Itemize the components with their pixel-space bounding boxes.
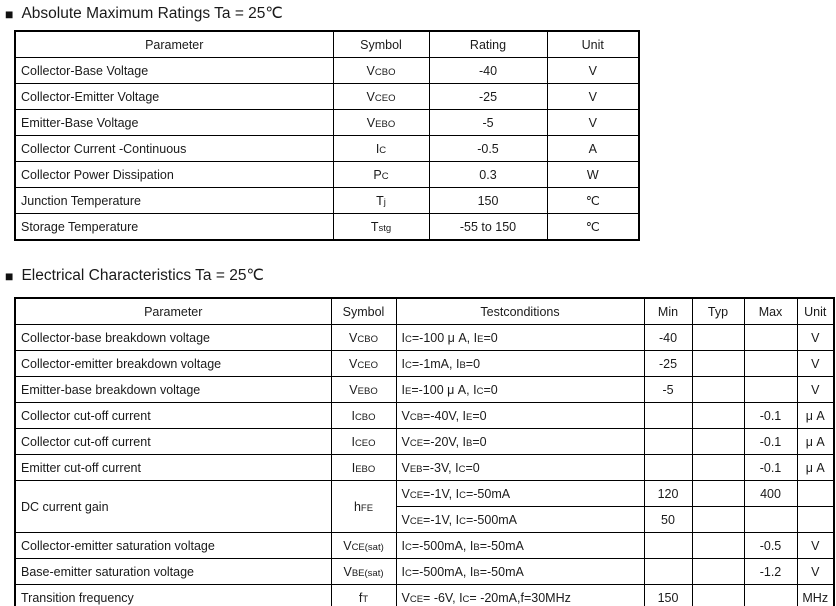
cell-cond: IC=-500mA, IB=-50mA [396, 533, 644, 559]
table-row [15, 481, 834, 507]
cell-param: Collector-Emitter Voltage [15, 84, 333, 110]
cell-param: Collector Power Dissipation [15, 162, 333, 188]
table-row [15, 377, 834, 403]
table-row [15, 162, 639, 188]
bullet-square-icon: ■ [5, 267, 14, 284]
table-row [15, 214, 639, 241]
cell-unit: μ A [797, 403, 834, 429]
cell-unit [797, 507, 834, 533]
table-header-row [15, 31, 639, 58]
table-row [15, 58, 639, 84]
bullet-square-icon: ■ [5, 5, 14, 22]
column-header-unit: Unit [797, 298, 834, 325]
cell-param: Emitter-base breakdown voltage [15, 377, 331, 403]
cell-min [644, 533, 692, 559]
cell-min: -25 [644, 351, 692, 377]
cell-symbol: Tj [333, 188, 429, 214]
cell-typ [692, 403, 744, 429]
section-title-absolute-maximum-ratings [5, 4, 283, 23]
column-header-rating: Rating [429, 31, 547, 58]
cell-rating: -40 [429, 58, 547, 84]
cell-min: -40 [644, 325, 692, 351]
cell-unit: V [797, 351, 834, 377]
cell-unit [797, 481, 834, 507]
cell-typ [692, 559, 744, 585]
cell-symbol: VCE(sat) [331, 533, 396, 559]
cell-param: Emitter cut-off current [15, 455, 331, 481]
column-header-param: Parameter [15, 31, 333, 58]
cell-min [644, 559, 692, 585]
cell-min [644, 455, 692, 481]
cell-symbol: VCBO [333, 58, 429, 84]
table-row [15, 188, 639, 214]
cell-symbol: VBE(sat) [331, 559, 396, 585]
cell-symbol: PC [333, 162, 429, 188]
cell-param: Collector Current -Continuous [15, 136, 333, 162]
cell-symbol: VCBO [331, 325, 396, 351]
cell-min: 50 [644, 507, 692, 533]
cell-param: Junction Temperature [15, 188, 333, 214]
cell-unit: MHz [797, 585, 834, 606]
table-row [15, 429, 834, 455]
cell-min: -5 [644, 377, 692, 403]
table-row [15, 585, 834, 606]
cell-max [744, 507, 797, 533]
cell-max [744, 351, 797, 377]
cell-max [744, 325, 797, 351]
electrical-characteristics-table [14, 297, 835, 606]
cell-max: -1.2 [744, 559, 797, 585]
cell-unit: ℃ [547, 188, 639, 214]
cell-param: Collector-emitter breakdown voltage [15, 351, 331, 377]
cell-cond: VCE=-20V, IB=0 [396, 429, 644, 455]
table-header-row [15, 298, 834, 325]
cell-param: Collector cut-off current [15, 429, 331, 455]
cell-typ [692, 585, 744, 606]
cell-symbol: IC [333, 136, 429, 162]
section-title-electrical-characteristics [5, 266, 264, 285]
column-header-symbol: Symbol [331, 298, 396, 325]
section-title-text: Electrical Characteristics Ta = 25℃ [21, 267, 264, 284]
cell-param: Emitter-Base Voltage [15, 110, 333, 136]
table-row [15, 455, 834, 481]
cell-param: Storage Temperature [15, 214, 333, 241]
cell-unit: V [797, 559, 834, 585]
column-header-param: Parameter [15, 298, 331, 325]
cell-param: Collector-Base Voltage [15, 58, 333, 84]
cell-unit: V [797, 325, 834, 351]
column-header-min: Min [644, 298, 692, 325]
cell-symbol: ICEO [331, 429, 396, 455]
cell-unit: V [797, 377, 834, 403]
column-header-cond: Testconditions [396, 298, 644, 325]
cell-typ [692, 455, 744, 481]
cell-rating: -25 [429, 84, 547, 110]
table-row [15, 84, 639, 110]
cell-rating: 0.3 [429, 162, 547, 188]
cell-cond: IC=-500mA, IB=-50mA [396, 559, 644, 585]
cell-unit: μ A [797, 455, 834, 481]
table-row [15, 136, 639, 162]
column-header-typ: Typ [692, 298, 744, 325]
table-row [15, 533, 834, 559]
cell-max: -0.5 [744, 533, 797, 559]
cell-symbol: VEBO [333, 110, 429, 136]
cell-typ [692, 377, 744, 403]
cell-unit: μ A [797, 429, 834, 455]
cell-min: 150 [644, 585, 692, 606]
section-title-text: Absolute Maximum Ratings Ta = 25℃ [21, 5, 283, 22]
cell-symbol: hFE [331, 481, 396, 533]
cell-param: Transition frequency [15, 585, 331, 606]
cell-symbol: Tstg [333, 214, 429, 241]
cell-param: DC current gain [15, 481, 331, 533]
table-row [15, 403, 834, 429]
cell-cond: VCE=-1V, IC=-500mA [396, 507, 644, 533]
cell-cond: IE=-100 μ A, IC=0 [396, 377, 644, 403]
cell-param: Collector-base breakdown voltage [15, 325, 331, 351]
cell-max: 400 [744, 481, 797, 507]
cell-param: Collector-emitter saturation voltage [15, 533, 331, 559]
cell-param: Collector cut-off current [15, 403, 331, 429]
cell-unit: V [797, 533, 834, 559]
cell-symbol: fT [331, 585, 396, 606]
cell-cond: IC=-100 μ A, IE=0 [396, 325, 644, 351]
cell-cond: VEB=-3V, IC=0 [396, 455, 644, 481]
cell-cond: VCB=-40V, IE=0 [396, 403, 644, 429]
cell-typ [692, 351, 744, 377]
cell-unit: A [547, 136, 639, 162]
cell-typ [692, 325, 744, 351]
cell-symbol: IEBO [331, 455, 396, 481]
cell-typ [692, 429, 744, 455]
cell-rating: -5 [429, 110, 547, 136]
cell-rating: -55 to 150 [429, 214, 547, 241]
cell-param: Base-emitter saturation voltage [15, 559, 331, 585]
table-row [15, 559, 834, 585]
cell-max: -0.1 [744, 429, 797, 455]
cell-rating: 150 [429, 188, 547, 214]
cell-cond: VCE= -6V, IC= -20mA,f=30MHz [396, 585, 644, 606]
column-header-symbol: Symbol [333, 31, 429, 58]
cell-rating: -0.5 [429, 136, 547, 162]
cell-max: -0.1 [744, 403, 797, 429]
cell-typ [692, 481, 744, 507]
absolute-maximum-ratings-table [14, 30, 640, 241]
cell-cond: IC=-1mA, IB=0 [396, 351, 644, 377]
table-row [15, 110, 639, 136]
cell-min [644, 429, 692, 455]
table-row [15, 351, 834, 377]
cell-unit: V [547, 58, 639, 84]
cell-max [744, 377, 797, 403]
cell-symbol: VCEO [331, 351, 396, 377]
cell-unit: V [547, 110, 639, 136]
cell-unit: V [547, 84, 639, 110]
cell-typ [692, 533, 744, 559]
cell-min [644, 403, 692, 429]
cell-max: -0.1 [744, 455, 797, 481]
cell-unit: ℃ [547, 214, 639, 241]
table-row [15, 325, 834, 351]
cell-symbol: VCEO [333, 84, 429, 110]
column-header-max: Max [744, 298, 797, 325]
cell-unit: W [547, 162, 639, 188]
cell-typ [692, 507, 744, 533]
cell-min: 120 [644, 481, 692, 507]
cell-symbol: ICBO [331, 403, 396, 429]
cell-symbol: VEBO [331, 377, 396, 403]
column-header-unit: Unit [547, 31, 639, 58]
cell-cond: VCE=-1V, IC=-50mA [396, 481, 644, 507]
cell-max [744, 585, 797, 606]
